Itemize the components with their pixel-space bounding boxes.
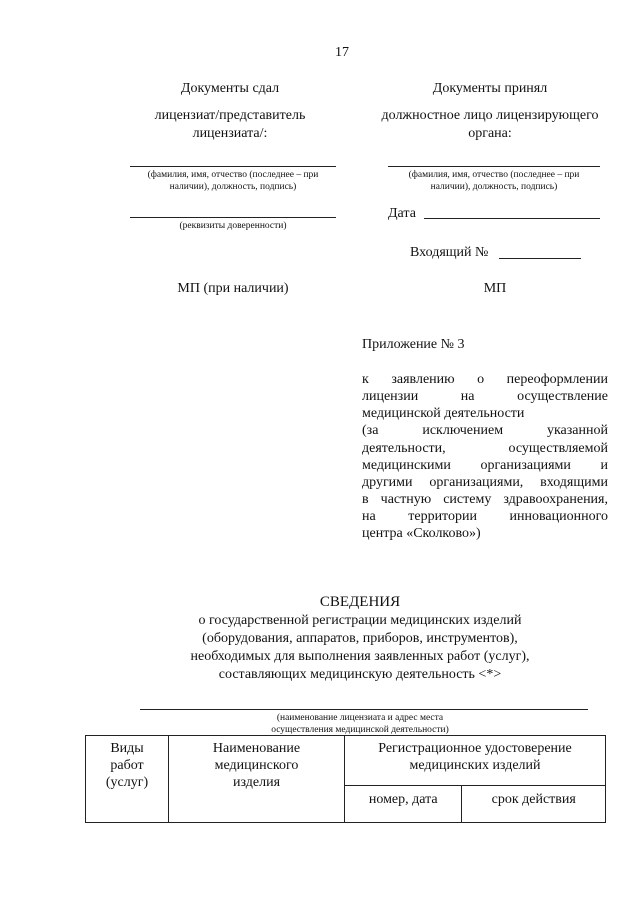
left-signature-line <box>130 166 336 167</box>
form-subtitle-1: о государственной регистрации медицинских изделий <box>198 613 522 628</box>
appendix-line-2: лицензии на осуществление <box>362 389 608 404</box>
form-subtitle-2: (оборудования, аппаратов, приборов, инструментов), <box>202 631 518 646</box>
col2-line1: Наименование <box>212 741 301 756</box>
col1-line1: Виды <box>110 741 144 756</box>
appendix-line-6: медицинскими организациями и <box>362 458 608 473</box>
col3-line2: медицинских изделий <box>409 758 541 773</box>
left-signature-caption-2: наличии), должность, подпись) <box>169 182 297 192</box>
page-number: 17 <box>335 45 349 60</box>
right-signature-line <box>388 166 600 167</box>
appendix-line-5: деятельности, осуществляемой <box>362 441 608 456</box>
proxy-caption: (реквизиты доверенности) <box>179 221 287 231</box>
left-role-line2: лицензиата/: <box>192 126 268 141</box>
right-signature-caption-1: (фамилия, имя, отчество (последнее – при <box>408 170 580 180</box>
left-signature-caption-1: (фамилия, имя, отчество (последнее – при <box>147 170 319 180</box>
right-signature-caption-2: наличии), должность, подпись) <box>430 182 558 192</box>
left-role-line1: лицензиат/представитель <box>154 108 306 123</box>
registration-table <box>85 735 606 823</box>
subheader-number-date <box>345 786 462 823</box>
left-heading: Документы сдал <box>180 81 280 96</box>
form-title: СВЕДЕНИЯ <box>319 594 401 610</box>
form-subtitle-3: необходимых для выполнения заявленных работ (услуг), <box>190 649 530 664</box>
appendix-line-7: другими организациями, входящими <box>362 475 608 490</box>
col-work-types-header <box>86 736 169 823</box>
col2-line3: изделия <box>232 775 281 790</box>
subheader-validity <box>462 786 606 823</box>
col-device-name-header <box>169 736 345 823</box>
appendix-line-10: центра «Сколково») <box>362 526 481 541</box>
right-heading: Документы принял <box>432 81 548 96</box>
appendix-line-1: к заявлению о переоформлении <box>362 372 608 387</box>
right-role-line2: органа: <box>468 126 512 141</box>
col-certificate-header <box>345 736 606 786</box>
left-stamp: МП (при наличии) <box>177 281 289 296</box>
right-stamp: МП <box>483 281 507 296</box>
col3-line1: Регистрационное удостоверение <box>378 741 572 756</box>
incoming-line <box>499 258 581 259</box>
appendix-title: Приложение № 3 <box>362 337 465 352</box>
appendix-line-8: в частную систему здравоохранения, <box>362 492 608 507</box>
date-label: Дата <box>388 206 416 221</box>
appendix-line-3: медицинской деятельности <box>362 406 525 421</box>
licensee-line <box>140 709 588 710</box>
licensee-caption-2: осуществления медицинской деятельности) <box>271 725 449 735</box>
proxy-line <box>130 217 336 218</box>
sub1-text: номер, дата <box>368 792 438 807</box>
right-role-line1: должностное лицо лицензирующего <box>381 108 599 123</box>
sub2-text: срок действия <box>491 792 576 807</box>
col1-line2: работ <box>110 758 144 773</box>
appendix-line-9: на территории инновационного <box>362 509 608 524</box>
licensee-caption-1: (наименование лицензиата и адрес места <box>276 713 444 723</box>
appendix-line-4: (за исключением указанной <box>362 423 608 438</box>
col2-line2: медицинского <box>214 758 299 773</box>
incoming-label: Входящий № <box>410 245 489 260</box>
date-line <box>424 218 600 219</box>
col1-line3: (услуг) <box>105 775 149 790</box>
form-subtitle-4: составляющих медицинскую деятельность <*> <box>218 667 502 682</box>
